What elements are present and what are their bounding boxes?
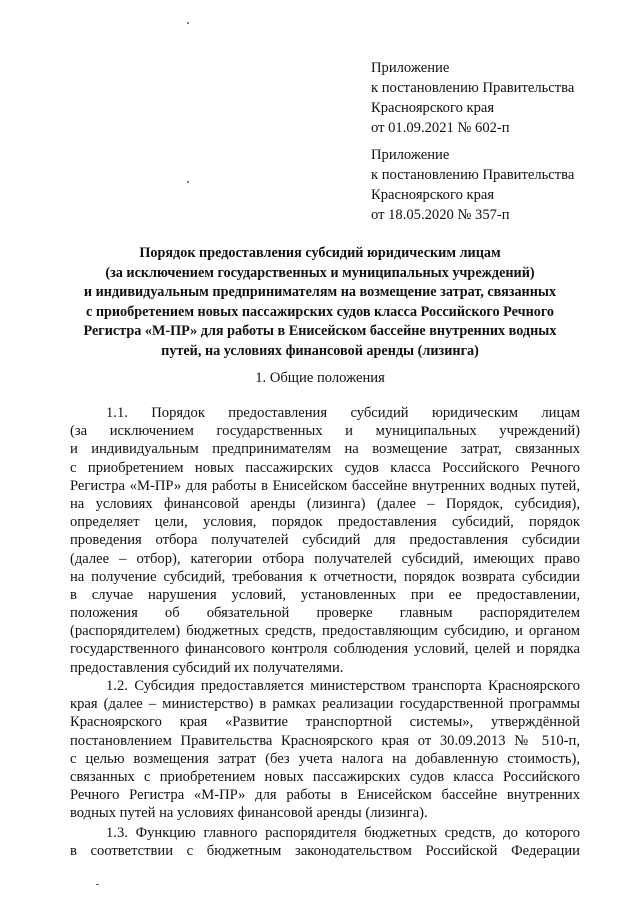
title-line: и индивидуальным предпринимателям на возмещение затрат, связанных [83, 284, 557, 301]
paragraph-line: (распорядителем) бюджетных средств, предоставляющим субсидию, и органом [70, 623, 580, 640]
section-heading: 1. Общие положения [255, 370, 385, 386]
paragraph-line: 1.3. Функцию главного распорядителя бюджетных средств, до которого [106, 825, 580, 841]
appendix-block-original [371, 145, 574, 225]
scan-speck [187, 181, 189, 183]
paragraph-line: в соответствии с бюджетным законодательством Российской Федерации [70, 843, 580, 860]
paragraph-line: положения об обязательной проверке главным распорядителем [70, 605, 580, 622]
title-line: путей, на условиях финансовой аренды (лизинга) [161, 342, 479, 359]
paragraph-1-2 [70, 677, 580, 823]
title-line: Регистра «М-ПР» для работы в Енисейском бассейне внутренних водных [83, 323, 557, 340]
paragraph-line: края (далее – министерство) в рамках реализации государственной программы [70, 696, 580, 713]
appendix-line: от 01.09.2021 № 602-п [371, 120, 510, 136]
appendix-line: к постановлению Правительства [371, 80, 575, 96]
title-line: с приобретением новых пассажирских судов класса Российского Речного [85, 303, 555, 320]
title-line: Порядок предоставления субсидий юридическим лицам [139, 245, 501, 261]
paragraph-1-3 [70, 824, 580, 860]
paragraph-line: (за исключением государственных и муниципальных учреждений) [70, 423, 580, 440]
title-line: (за исключением государственных и муниципальных учреждений) [105, 264, 535, 281]
document-title [60, 244, 580, 362]
paragraph-line: 1.2. Субсидия предоставляется министерством транспорта Красноярского [106, 678, 580, 694]
paragraph-line: Красноярского края «Развитие транспортной системы», утверждённой [70, 714, 580, 731]
paragraph-line: постановлением Правительства Красноярского края от 30.09.2013 № 510-п, [70, 732, 580, 749]
appendix-line: Красноярского края [371, 100, 495, 116]
paragraph-line: на получение субсидий, требования к отчетности, порядок возврата субсидии [70, 568, 580, 585]
appendix-line: Красноярского края [371, 187, 495, 203]
paragraph-line: Регистра «М-ПР» для работы в Енисейском бассейне внутренних водных путей, [70, 477, 580, 494]
paragraph-line: 1.1. Порядок предоставления субсидий юридическим лицам [106, 405, 580, 421]
scan-speck [187, 22, 189, 24]
paragraph-line: водных путей на условиях финансовой аренды (лизинга). [70, 805, 428, 822]
paragraph-line: и индивидуальным предпринимателям на возмещение затрат, связанных [70, 441, 580, 458]
scan-speck [96, 884, 99, 885]
paragraph-line: Речного Регистра «М-ПР» для работы в Енисейском бассейне внутренних [70, 787, 580, 804]
paragraph-line: предоставления субсидий их получателями. [70, 659, 344, 676]
appendix-line: от 18.05.2020 № 357-п [371, 207, 510, 223]
paragraph-1-1 [70, 404, 580, 677]
paragraph-line: (далее – отбор), категории отбора получателей субсидий, имеющих право [70, 550, 580, 567]
appendix-line: Приложение [371, 60, 450, 76]
appendix-block-current [371, 58, 574, 138]
paragraph-line: в случае нарушения условий, установленных при ее предоставлении, [70, 586, 580, 603]
paragraph-line: на условиях финансовой аренды (лизинга) (далее – Порядок, субсидия), [70, 495, 580, 512]
paragraph-line: проведения отбора получателей субсидий для предоставления субсидии [70, 532, 580, 549]
paragraph-line: с целью возмещения затрат (без учета налога на добавленную стоимость), [70, 750, 580, 767]
paragraph-line: с приобретением новых пассажирских судов класса Российского Речного [70, 459, 580, 476]
paragraph-line: связанных с приобретением новых пассажирских судов класса Российского [70, 768, 580, 785]
appendix-line: к постановлению Правительства [371, 167, 575, 183]
paragraph-line: государственного финансового контроля соблюдения условий, целей и порядка [70, 641, 580, 658]
paragraph-line: определяет цели, условия, порядок предоставления субсидий, порядок [70, 514, 580, 531]
appendix-line: Приложение [371, 147, 450, 163]
